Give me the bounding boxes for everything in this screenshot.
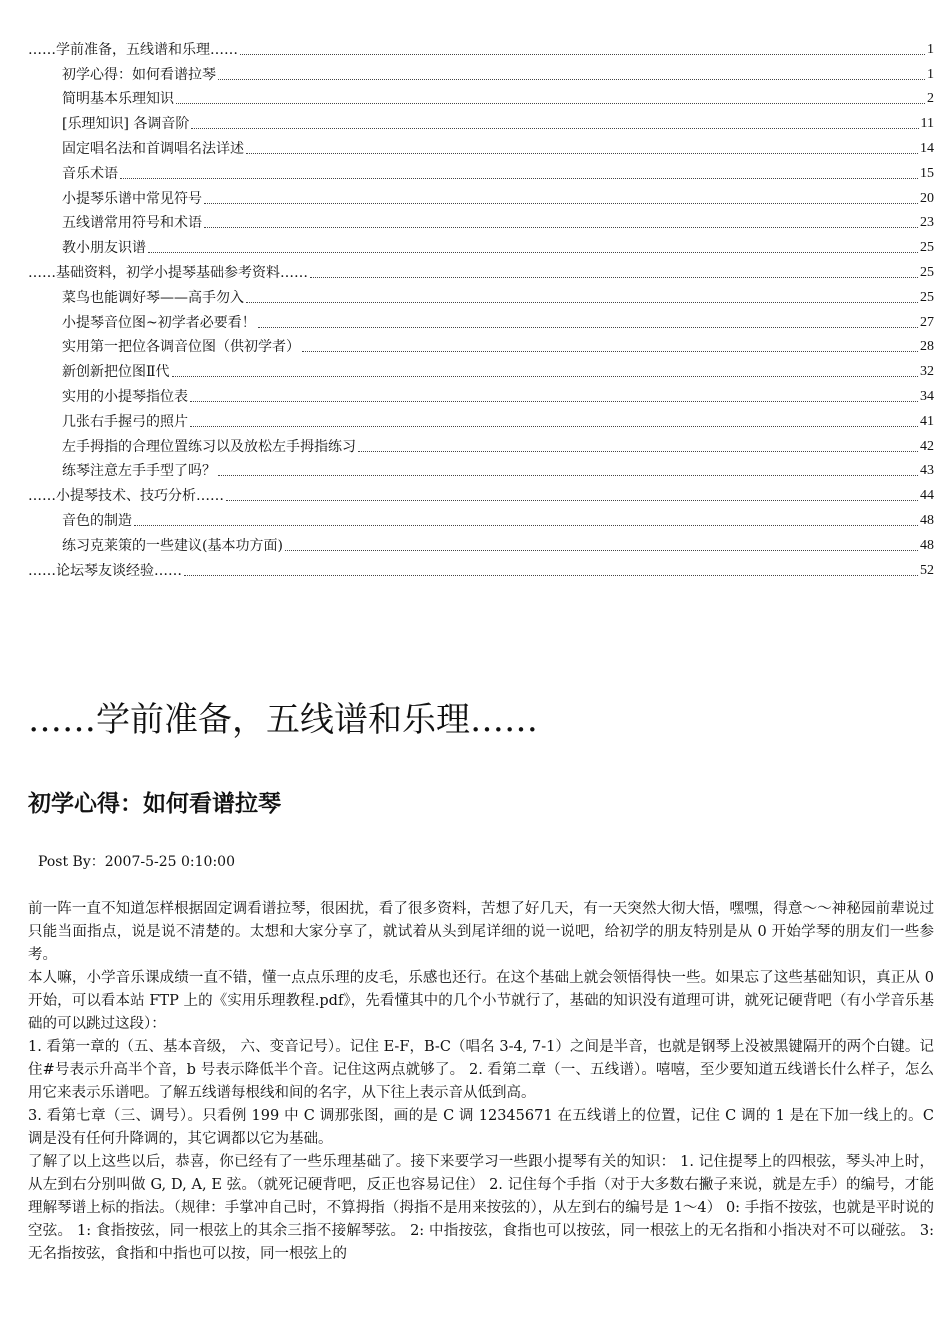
toc-entry-title: 菜鸟也能调好琴——高手勿入 <box>62 289 244 306</box>
toc-entry-page: 48 <box>920 537 934 553</box>
toc-entry[interactable] <box>28 282 934 307</box>
toc-entry[interactable] <box>28 133 934 158</box>
toc-entry[interactable] <box>28 431 934 456</box>
toc-entry-page: 25 <box>920 240 934 256</box>
toc-entry[interactable] <box>28 356 934 381</box>
toc-entry-page: 1 <box>927 41 934 57</box>
toc-dot-leader <box>310 277 918 278</box>
toc-dot-leader <box>190 426 918 427</box>
toc-entry-page: 25 <box>920 289 934 305</box>
toc-entry[interactable] <box>28 34 934 59</box>
toc-entry-title: ……基础资料，初学小提琴基础参考资料…… <box>28 264 308 281</box>
toc-entry-title: 初学心得：如何看谱拉琴 <box>62 66 216 83</box>
toc-dot-leader <box>285 550 918 551</box>
toc-entry[interactable] <box>28 307 934 332</box>
toc-entry-title: 简明基本乐理知识 <box>62 91 174 108</box>
toc-entry-page: 23 <box>920 215 934 231</box>
section-heading: ……学前准备，五线谱和乐理…… <box>28 700 538 740</box>
table-of-contents <box>28 34 934 580</box>
toc-entry-page: 44 <box>920 488 934 504</box>
toc-entry-title: 练琴注意左手手型了吗？ <box>62 463 216 480</box>
toc-entry[interactable] <box>28 456 934 481</box>
post-by-line: Post By：2007-5-25 0:10:00 <box>38 854 235 870</box>
toc-entry[interactable] <box>28 208 934 233</box>
toc-entry-page: 1 <box>927 66 934 82</box>
toc-entry-title: 固定唱名法和首调唱名法详述 <box>62 140 244 157</box>
toc-entry[interactable] <box>28 530 934 555</box>
toc-entry[interactable] <box>28 183 934 208</box>
toc-dot-leader <box>184 575 918 576</box>
paragraph: 本人嘛，小学音乐课成绩一直不错，懂一点点乐理的皮毛，乐感也还行。在这个基础上就会领悟得快一些。如果忘了这些基础知识，真正从 0 开始，可以看本站 FTP 上的《实用乐理教程.pdf》，先看懂其中的几个小节就行了，基础的知识没有道理可讲，就死记硬背吧（有小学音乐基础的可以跳过这段）： <box>28 970 934 1032</box>
toc-entry-title: 几张右手握弓的照片 <box>62 413 188 430</box>
article-title: 初学心得：如何看谱拉琴 <box>28 791 281 817</box>
toc-entry-title: 练习克莱策的一些建议(基本功方面) <box>62 537 283 554</box>
toc-entry[interactable] <box>28 158 934 183</box>
toc-entry[interactable] <box>28 332 934 357</box>
toc-entry-page: 42 <box>920 438 934 454</box>
paragraph: 3. 看第七章（三、调号）。只看例 199 中 C 调那张图，画的是 C 调 12345671 在五线谱上的位置，记住 C 调的 1 是在下加一线上的。C 调是没有任何升降调的，其它调都以它为基础。 <box>28 1108 934 1147</box>
toc-entry[interactable] <box>28 505 934 530</box>
toc-entry-page: 25 <box>920 264 934 280</box>
toc-dot-leader <box>134 525 918 526</box>
toc-entry-page: 41 <box>920 413 934 429</box>
toc-entry-page: 52 <box>920 562 934 578</box>
toc-dot-leader <box>246 153 918 154</box>
toc-entry-title: 音色的制造 <box>62 512 132 529</box>
toc-entry-page: 11 <box>920 116 934 132</box>
toc-dot-leader <box>190 401 918 402</box>
toc-entry-title: 新创新把位图Ⅱ代 <box>62 364 170 381</box>
paragraph: 前一阵一直不知道怎样根据固定调看谱拉琴，很困扰，看了很多资料，苦想了好几天，有一天突然大彻大悟，嘿嘿，得意～～神秘园前辈说过只能当面指点，说是说不清楚的。太想和大家分享了，就试着从头到尾详细的说一说吧，给初学的朋友特别是从 0 开始学琴的朋友们一些参考。 <box>28 901 934 963</box>
toc-entry[interactable] <box>28 257 934 282</box>
toc-entry-page: 20 <box>920 190 934 206</box>
toc-entry-page: 28 <box>920 339 934 355</box>
toc-dot-leader <box>148 252 918 253</box>
toc-entry-title: ……小提琴技术、技巧分析…… <box>28 488 224 505</box>
toc-dot-leader <box>246 302 918 303</box>
toc-dot-leader <box>302 351 918 352</box>
toc-dot-leader <box>240 54 925 55</box>
toc-entry[interactable] <box>28 406 934 431</box>
toc-entry-page: 27 <box>920 314 934 330</box>
article-body <box>28 898 934 1266</box>
toc-entry-page: 15 <box>920 165 934 181</box>
toc-entry-title: ……学前准备，五线谱和乐理…… <box>28 41 238 58</box>
toc-entry-title: ……论坛琴友谈经验…… <box>28 562 182 579</box>
toc-entry[interactable] <box>28 381 934 406</box>
toc-entry-title: 音乐术语 <box>62 165 118 182</box>
toc-dot-leader <box>176 103 925 104</box>
toc-entry[interactable] <box>28 59 934 84</box>
toc-entry-title: [乐理知识] 各调音阶 <box>62 116 190 133</box>
toc-entry[interactable] <box>28 232 934 257</box>
toc-entry-title: 左手拇指的合理位置练习以及放松左手拇指练习 <box>62 438 356 455</box>
toc-dot-leader <box>226 500 918 501</box>
toc-dot-leader <box>358 451 918 452</box>
toc-entry[interactable] <box>28 108 934 133</box>
paragraph: 了解了以上这些以后，恭喜，你已经有了一些乐理基础了。接下来要学习一些跟小提琴有关的知识： 1. 记住提琴上的四根弦，琴头冲上时，从左到右分别叫做 G, D, A, E 弦。（就死记硬背吧，反正也容易记住） 2. 记住每个手指（对于大多数右撇子来说，就是左手）的编号，才能理解琴谱上标的指法。（规律：手掌冲自己时，不算拇指（拇指不是用来按弦的），从左到右的编号是 1～4） 0: 手指不按弦，也就是平时说的空弦。 1: 食指按弦，同一根弦上的其余三指不接解琴弦。 2: 中指按弦，食指也可以按弦，同一根弦上的无名指和小指决对不可以碰弦。 3: 无名指按弦，食指和中指也可以按，同一根弦上的 <box>28 1154 934 1262</box>
toc-entry-page: 48 <box>920 512 934 528</box>
toc-entry-page: 43 <box>920 463 934 479</box>
toc-entry-title: 五线谱常用符号和术语 <box>62 215 202 232</box>
toc-entry-title: 小提琴乐谱中常见符号 <box>62 190 202 207</box>
toc-entry-title: 实用的小提琴指位表 <box>62 388 188 405</box>
toc-entry-page: 32 <box>920 364 934 380</box>
toc-entry-title: 小提琴音位图~初学者必要看！ <box>62 314 256 331</box>
toc-entry[interactable] <box>28 555 934 580</box>
toc-entry[interactable] <box>28 480 934 505</box>
toc-dot-leader <box>204 203 918 204</box>
toc-entry-title: 实用第一把位各调音位图（供初学者） <box>62 339 300 356</box>
toc-dot-leader <box>120 178 918 179</box>
toc-dot-leader <box>204 227 918 228</box>
toc-dot-leader <box>191 128 918 129</box>
toc-entry-page: 14 <box>920 140 934 156</box>
toc-dot-leader <box>218 79 925 80</box>
toc-dot-leader <box>218 475 918 476</box>
toc-dot-leader <box>172 376 918 377</box>
toc-entry[interactable] <box>28 84 934 109</box>
paragraph: 1. 看第一章的（五、基本音级， 六、变音记号）。记住 E-F，B-C（唱名 3-4, 7-1）之间是半音，也就是钢琴上没被黑键隔开的两个白键。记住#号表示升高半个音，b 号表示降低半个音。记住这两点就够了。 2. 看第二章（一、五线谱）。嘻嘻，至少要知道五线谱长什么样子，怎么用它来表示乐谱吧。了解五线谱每根线和间的名字，从下往上表示音从低到高。 <box>28 1039 934 1101</box>
toc-entry-page: 34 <box>920 388 934 404</box>
toc-entry-page: 2 <box>927 91 934 107</box>
toc-dot-leader <box>258 327 918 328</box>
toc-entry-title: 教小朋友识谱 <box>62 240 146 257</box>
